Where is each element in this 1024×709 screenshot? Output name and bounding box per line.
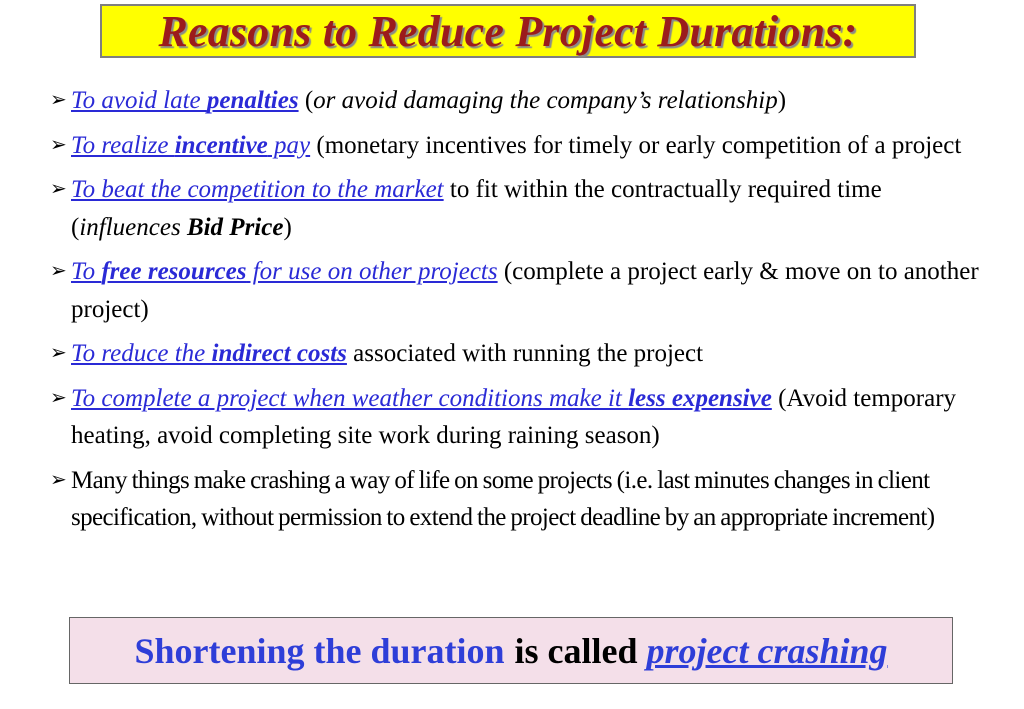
callout-box [69, 617, 953, 684]
link-emphasis: penalties [206, 87, 299, 114]
link-beat-competition[interactable] [71, 176, 444, 203]
bullet-list [50, 82, 980, 544]
link-text: To beat the competition to the market [71, 176, 444, 203]
title-banner [100, 4, 916, 58]
callout-shortening: Shortening the duration [134, 630, 505, 671]
bullet-item-competition [50, 171, 980, 246]
bullet-item-indirect-costs [50, 335, 980, 373]
link-text: To avoid late [71, 87, 207, 114]
arrow-bullet-icon: ➢ [50, 260, 67, 282]
link-text: To complete a project when weather conditions make it [71, 384, 629, 412]
callout-is-called: is called [514, 630, 638, 671]
link-text: for use on other projects [246, 258, 498, 285]
link-emphasis: free resources [101, 258, 247, 285]
bullet-text: associated with running the project [346, 340, 704, 367]
link-emphasis: indirect costs [211, 340, 347, 367]
link-text: To realize [71, 131, 175, 159]
bullet-italic-text: or avoid damaging the company’s relationship [313, 87, 778, 114]
link-emphasis: incentive [174, 131, 268, 159]
link-text: To reduce the [71, 340, 212, 367]
link-free-resources[interactable] [71, 258, 498, 285]
bullet-text: (monetary incentives for timely or early competition of a project [310, 131, 962, 159]
bullet-emphasis: Bid Price [186, 213, 284, 241]
arrow-bullet-icon: ➢ [50, 133, 67, 156]
bullet-item-crashing-way-of-life [50, 462, 980, 537]
link-text: To [71, 258, 102, 285]
bullet-item-incentive [50, 127, 980, 165]
bullet-item-penalties [50, 82, 980, 120]
bullet-text: ) [777, 87, 787, 114]
link-text: pay [267, 131, 311, 159]
bullet-text: ( [298, 87, 314, 114]
bullet-text: (Avoid temporary heating, avoid completing site work during raining season) [71, 384, 957, 449]
arrow-bullet-icon: ➢ [50, 386, 67, 409]
link-reduce-indirect-costs[interactable] [71, 340, 347, 367]
link-emphasis: less expensive [628, 384, 772, 412]
bullet-text: Many things make crashing a way of life on some projects (i.e. last minutes changes in client specification, without permission to extend the project deadline by an appropriate increment) [71, 466, 935, 531]
link-avoid-penalties[interactable] [71, 87, 299, 114]
bullet-text: to fit within the contractually required time ( [71, 176, 882, 241]
bullet-text: (complete a project early & move on to another project) [71, 258, 979, 323]
link-weather-conditions[interactable] [71, 385, 772, 412]
link-realize-incentive[interactable] [71, 132, 310, 159]
link-project-crashing[interactable]: project crashing [646, 630, 888, 671]
bullet-text: ) [283, 213, 292, 241]
arrow-bullet-icon: ➢ [50, 342, 67, 364]
slide-title: Reasons to Reduce Project Durations: [158, 6, 858, 56]
arrow-bullet-icon: ➢ [50, 178, 67, 200]
bullet-item-free-resources [50, 253, 980, 328]
bullet-italic-text: influences [79, 213, 187, 241]
arrow-bullet-icon: ➢ [50, 468, 67, 491]
arrow-bullet-icon: ➢ [50, 89, 67, 111]
bullet-item-weather [50, 380, 980, 455]
